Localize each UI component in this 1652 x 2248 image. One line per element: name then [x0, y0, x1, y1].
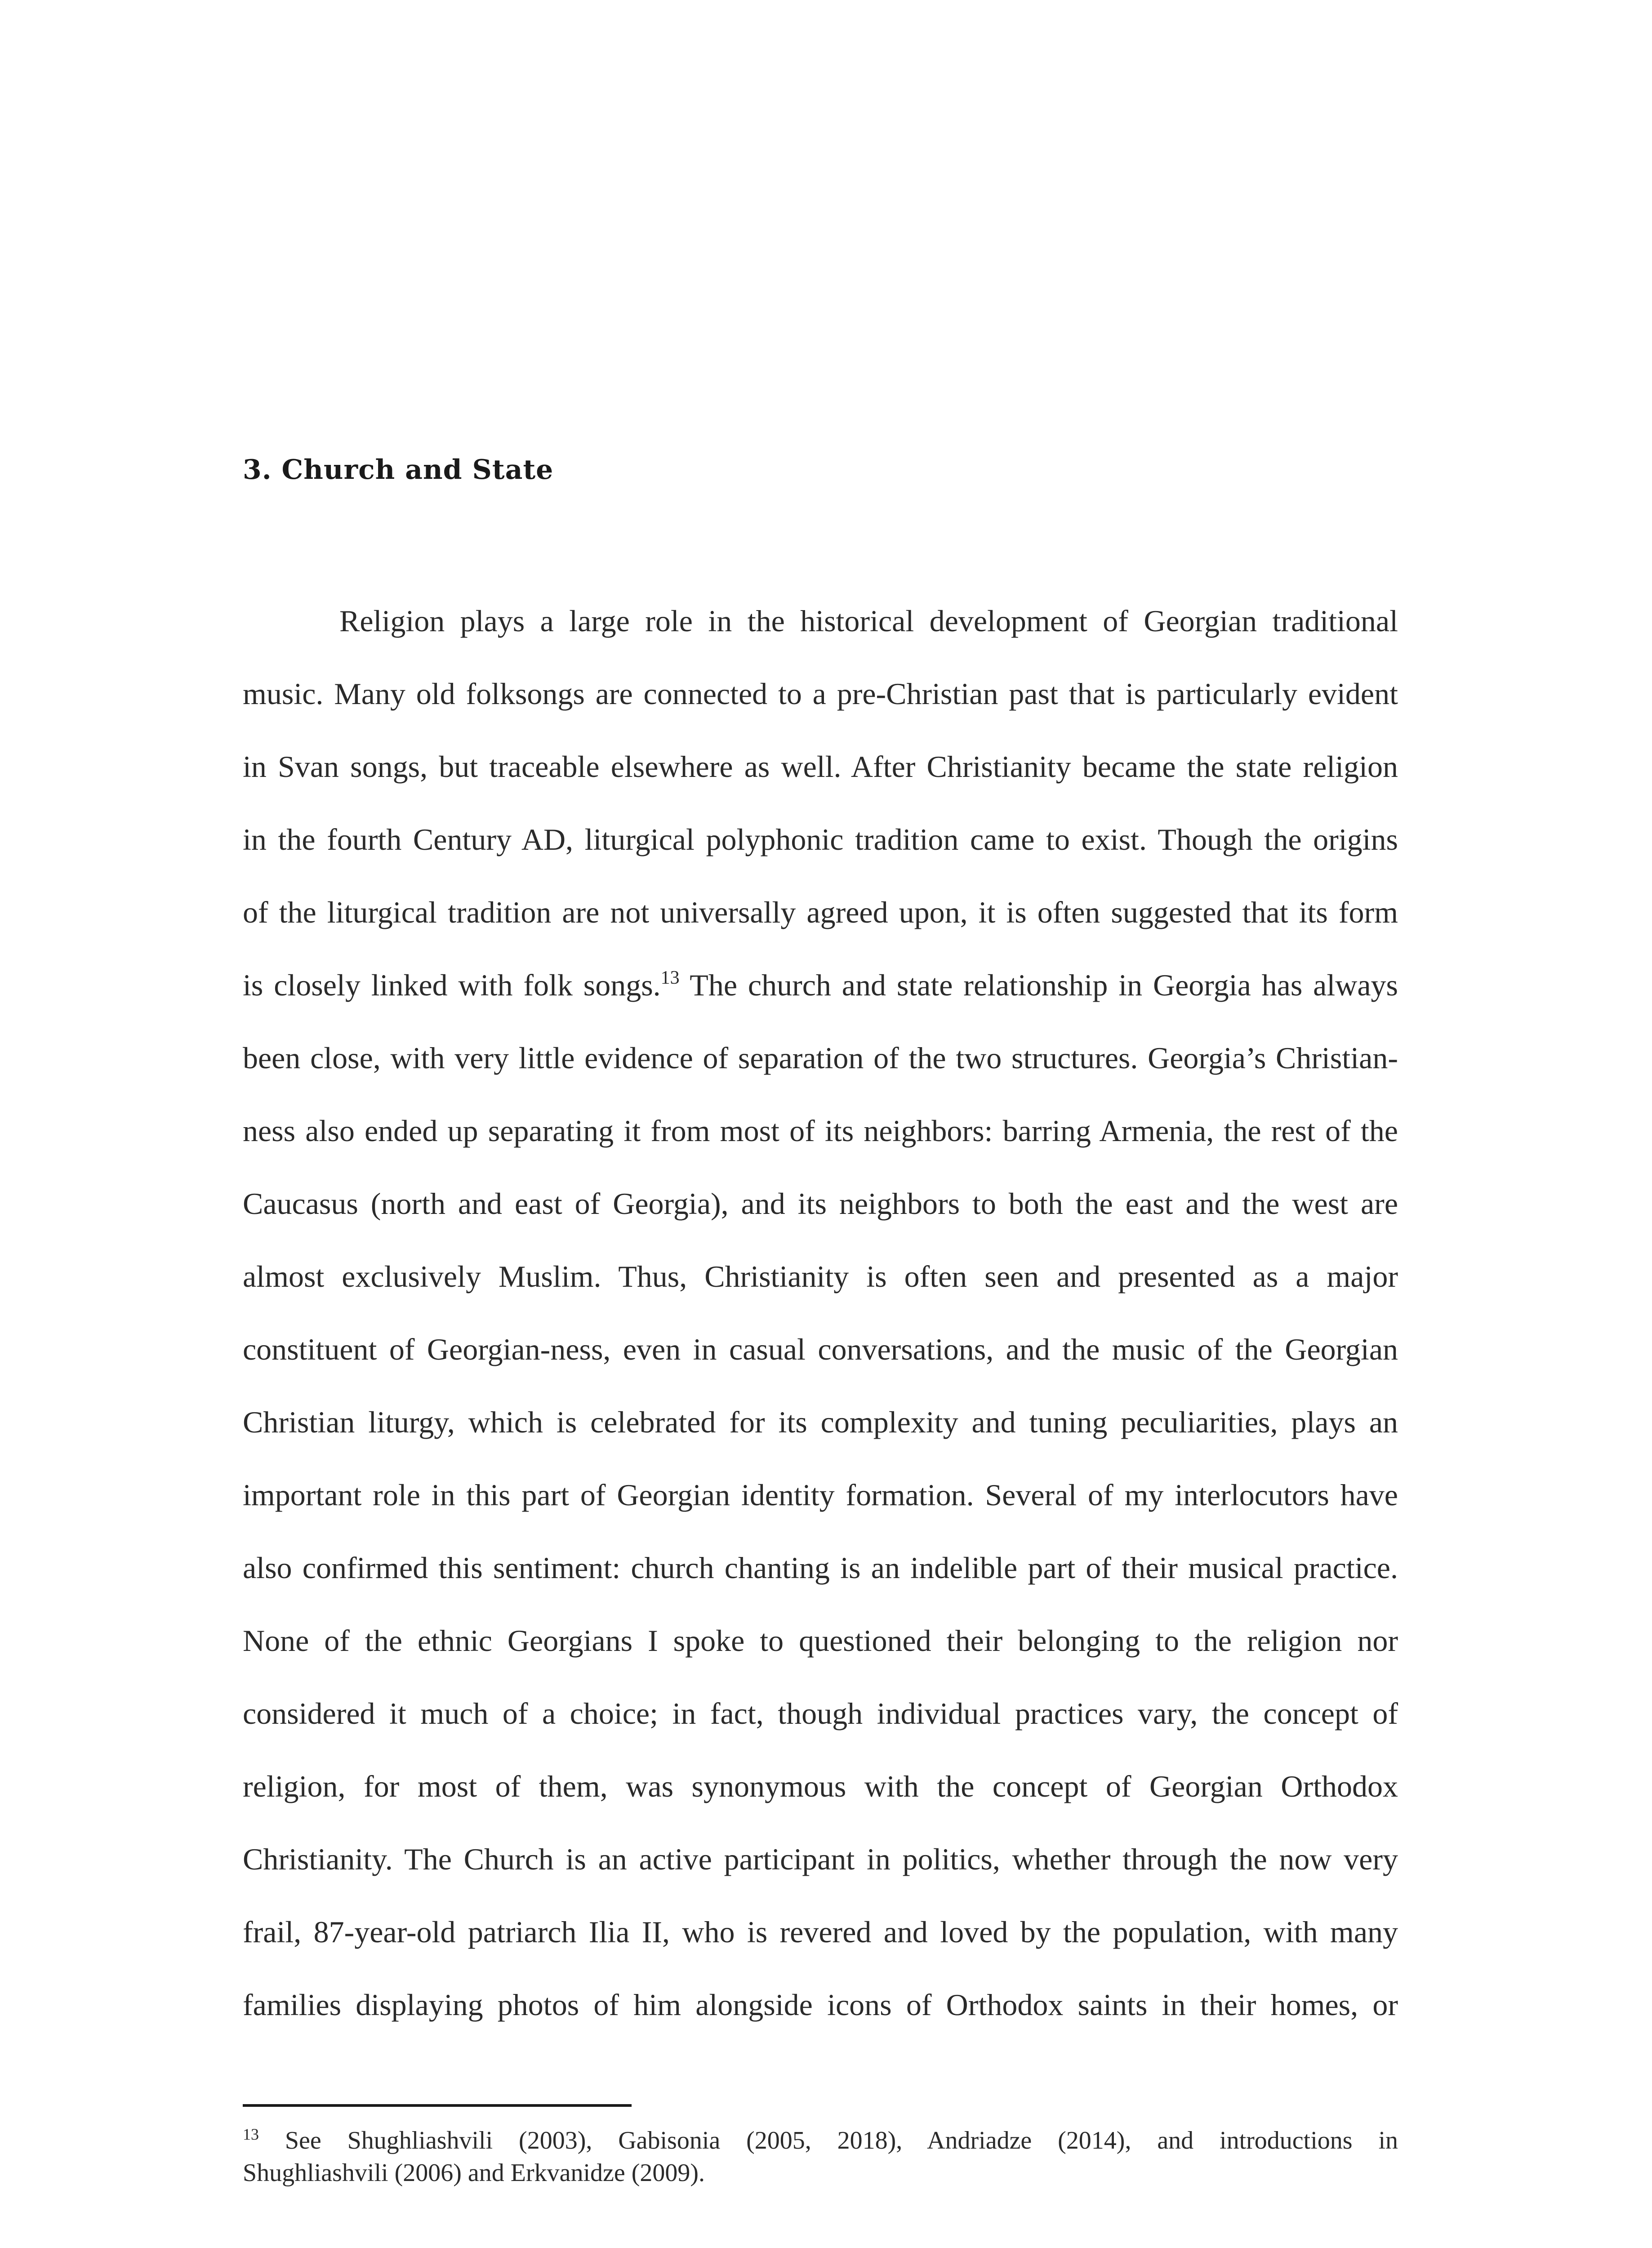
footnote-reference[interactable]: 13 — [660, 968, 680, 988]
section-heading: 3. Church and State — [243, 454, 554, 486]
body-line: also confirmed this sentiment: church chanting is an indelible part of their musical practice. — [243, 1551, 1398, 1585]
body-line-text: is closely linked with folk songs. — [243, 968, 661, 1002]
footnote-marker: 13 — [243, 2125, 259, 2143]
body-line: Christianity. The Church is an active participant in politics, whether through the now very — [243, 1842, 1398, 1876]
footnote-text: See Shughliashvili (2003), Gabisonia (2005, 2018), Andriadze (2014), and introductions in — [259, 2127, 1398, 2154]
footnote-line — [243, 2124, 1398, 2157]
body-line: considered it much of a choice; in fact, though individual practices vary, the concept of — [243, 1696, 1398, 1731]
footnote-line: Shughliashvili (2006) and Erkvanidze (2009). — [243, 2159, 705, 2187]
body-line: in Svan songs, but traceable elsewhere as well. After Christianity became the state religion — [243, 749, 1398, 784]
body-line: frail, 87-year-old patriarch Ilia II, who is revered and loved by the population, with many — [243, 1915, 1398, 1949]
body-line: constituent of Georgian-ness, even in casual conversations, and the music of the Georgian — [243, 1332, 1398, 1366]
body-line: important role in this part of Georgian identity formation. Several of my interlocutors have — [243, 1478, 1398, 1512]
footnote — [243, 2124, 1398, 2189]
body-line: ness also ended up separating it from most of its neighbors: barring Armenia, the rest of the — [243, 1114, 1398, 1148]
body-line: Caucasus (north and east of Georgia), and its neighbors to both the east and the west are — [243, 1186, 1398, 1221]
body-line: families displaying photos of him alongside icons of Orthodox saints in their homes, or — [243, 1988, 1398, 2022]
body-line: been close, with very little evidence of separation of the two structures. Georgia’s Christian- — [243, 1041, 1398, 1075]
body-line: of the liturgical tradition are not universally agreed upon, it is often suggested that its form — [243, 895, 1398, 929]
body-line: music. Many old folksongs are connected to a pre-Christian past that is particularly evident — [243, 677, 1398, 711]
body-line: almost exclusively Muslim. Thus, Christianity is often seen and presented as a major — [243, 1259, 1398, 1293]
body-line: religion, for most of them, was synonymous with the concept of Georgian Orthodox — [243, 1769, 1398, 1803]
body-line-text: The church and state relationship in Georgia has always — [679, 968, 1398, 1002]
body-paragraph — [243, 600, 1398, 2057]
body-line: Religion plays a large role in the historical development of Georgian traditional — [339, 604, 1398, 638]
body-line-with-footnote-ref — [243, 964, 1398, 1037]
footnote-divider — [243, 2104, 632, 2107]
body-line: None of the ethnic Georgians I spoke to questioned their belonging to the religion nor — [243, 1624, 1398, 1658]
body-line: Christian liturgy, which is celebrated for its complexity and tuning peculiarities, plays an — [243, 1405, 1398, 1439]
body-line: in the fourth Century AD, liturgical polyphonic tradition came to exist. Though the origins — [243, 822, 1398, 856]
